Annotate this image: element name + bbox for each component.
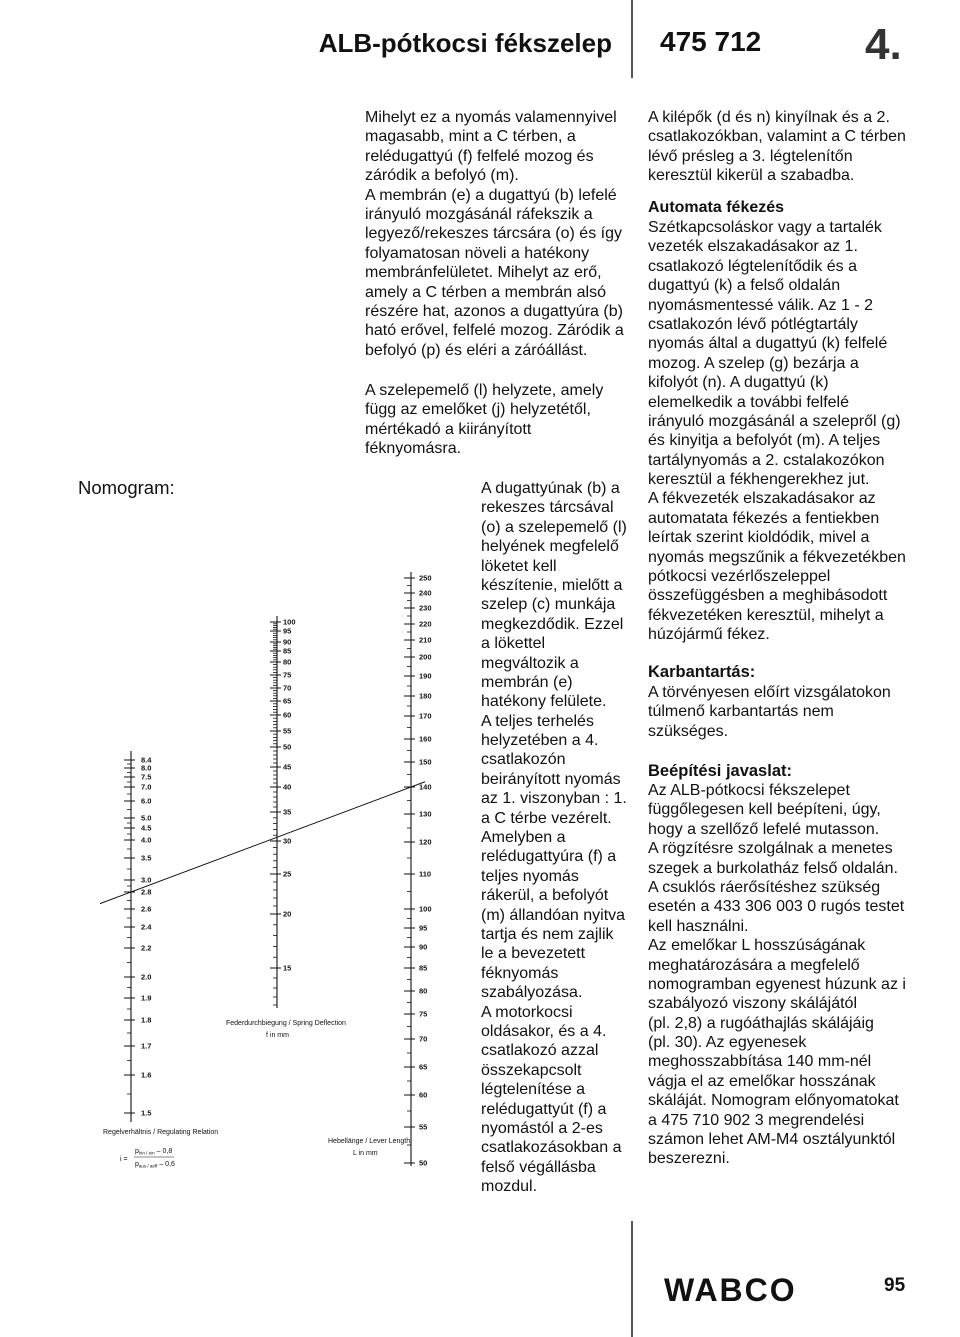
text-line: nyomás által a dugattyú (k) felfelé bbox=[648, 335, 888, 353]
text-line: felső végállásba bbox=[481, 1158, 596, 1176]
text-line: összefüggésben a meghibásodott bbox=[648, 587, 888, 605]
text-line: A dugattyúnak (b) a bbox=[481, 480, 620, 497]
scale-i-tick-label: 1.9 bbox=[141, 993, 152, 1003]
text-line: rekeszes tárcsával bbox=[481, 499, 614, 517]
text-line: csatlakozó azzal bbox=[481, 1042, 599, 1060]
paragraph-valve-lifter bbox=[365, 381, 603, 459]
text-line: részére hat, azonos a dugattyúra (b) bbox=[365, 302, 623, 320]
scale-i-tick-label: 4.0 bbox=[141, 835, 152, 845]
text-line: beirányított nyomás bbox=[481, 770, 621, 788]
paragraph-maintenance bbox=[648, 683, 891, 741]
scale-i-tick-label: 2.4 bbox=[141, 922, 152, 932]
text-line: féknyomásra. bbox=[365, 440, 462, 458]
scale-L-tick-label: 55 bbox=[419, 1122, 428, 1132]
scale-f-tick-label: 65 bbox=[283, 696, 292, 706]
text-line: dugattyú (k) a felső oldalán bbox=[648, 277, 841, 295]
text-line: kell használni. bbox=[648, 917, 749, 935]
text-line: relédugattyú (f) felfelé mozog és bbox=[365, 147, 594, 165]
scale-i-tick-label: 8.0 bbox=[141, 763, 152, 773]
text-line: vezeték elszakadásakor az 1. bbox=[648, 238, 858, 256]
scale-f-tick-label: 60 bbox=[283, 710, 292, 720]
scale-f-tick-label: 30 bbox=[283, 836, 292, 846]
scale-f-tick-label: 40 bbox=[283, 782, 292, 792]
text-line: hogy a szellőző lefelé mutasson. bbox=[648, 820, 880, 838]
scale-L-tick-label: 90 bbox=[419, 942, 428, 952]
text-line: löketet kell bbox=[481, 557, 557, 575]
text-line: (pl. 30). Az egyenesek bbox=[648, 1034, 807, 1052]
text-line: (o) a szelepemelő (l) bbox=[481, 518, 627, 536]
text-line: fékvezetéken keresztül, mihelyt a bbox=[648, 606, 884, 624]
formula-den-var: p bbox=[135, 1161, 139, 1168]
scale-L-tick-label: 130 bbox=[419, 809, 432, 819]
scale-i-tick-label: 5.0 bbox=[141, 813, 152, 823]
text-line: legyező/rekeszes tárcsára (o) és így bbox=[365, 225, 622, 243]
scale-L-tick-label: 100 bbox=[419, 904, 432, 914]
scale-f-title: Federdurchbiegung / Spring Deflection bbox=[226, 1020, 346, 1027]
scale-i-tick-label: 3.0 bbox=[141, 875, 152, 885]
scale-L-tick-label: 120 bbox=[419, 837, 432, 847]
text-line: kifolyót (n). A dugattyú (k) bbox=[648, 374, 829, 392]
text-line: lévő présleg a 3. légtelenítőn bbox=[648, 147, 853, 165]
text-line: esetén a 433 306 003 0 rugós testet bbox=[648, 898, 905, 916]
scale-f-tick-label: 85 bbox=[283, 646, 292, 656]
text-line: légtelenítése a bbox=[481, 1081, 586, 1099]
text-line: hatékony felülete. bbox=[481, 693, 607, 711]
text-line: csatlakozó légtelenítődik és a bbox=[648, 257, 858, 275]
scale-L-tick-label: 80 bbox=[419, 986, 428, 996]
text-line: nyomástól a 2-es bbox=[481, 1119, 603, 1137]
text-line: le a bevezetett bbox=[481, 945, 586, 963]
text-line: vágja el az emelőkar hosszának bbox=[648, 1072, 876, 1090]
text-line: befolyó (p) és eléri a záróállást. bbox=[365, 341, 588, 359]
text-line: Szétkapcsoláskor vagy a tartalék bbox=[648, 219, 882, 236]
text-line: csatlakozásokban a bbox=[481, 1139, 622, 1157]
text-line: magasabb, mint a C térben, a bbox=[365, 128, 576, 146]
scale-i-tick-label: 8.4 bbox=[141, 755, 152, 765]
scale-i-tick-label: 1.6 bbox=[141, 1070, 152, 1080]
scale-i-tick-label: 2.0 bbox=[141, 972, 152, 982]
scale-L-tick-label: 160 bbox=[419, 734, 432, 744]
ratio-formula bbox=[120, 1148, 175, 1169]
scale-L-tick-label: 75 bbox=[419, 1009, 428, 1019]
paragraph-automatic-braking bbox=[648, 218, 906, 645]
text-line: irányuló mozgásánál a szelepről (g) bbox=[648, 412, 901, 430]
text-line: A törvényesen előírt vizsgálatokon bbox=[648, 684, 891, 701]
scale-i-tick-label: 2.2 bbox=[141, 943, 152, 953]
text-line: membrán (e) bbox=[481, 673, 573, 691]
heading-installation: Beépítési javaslat: bbox=[648, 762, 792, 780]
formula-den-const: – 0,6 bbox=[159, 1161, 175, 1168]
header-divider bbox=[631, 0, 633, 78]
paragraph-installation bbox=[648, 781, 906, 1169]
text-line: szabályozó viszony skálájától bbox=[648, 995, 857, 1013]
text-line: A fékvezeték elszakadásakor az bbox=[648, 490, 876, 508]
paragraph-relay-piston bbox=[365, 108, 624, 360]
text-line: függ az emelőket (j) helyzetétől, bbox=[365, 401, 591, 419]
text-line: ható erővel, felfelé mozog. Záródik a bbox=[365, 322, 624, 340]
scale-f-tick-label: 70 bbox=[283, 683, 292, 693]
text-line: keresztül a fékhengerekhez jut. bbox=[648, 471, 870, 489]
scale-L-tick-label: 65 bbox=[419, 1062, 428, 1072]
scale-L-tick-label: 200 bbox=[419, 652, 432, 662]
text-line: nyomás megszűnik a fékvezetékben bbox=[648, 548, 906, 566]
scale-i-tick-label: 1.8 bbox=[141, 1015, 152, 1025]
heading-maintenance: Karbantartás: bbox=[648, 663, 756, 681]
scale-l-unit: L in mm bbox=[353, 1150, 378, 1157]
scale-f-tick-label: 75 bbox=[283, 670, 292, 680]
scale-L-tick-label: 95 bbox=[419, 923, 428, 933]
text-line: és kinyitja a befolyót (m). A teljes bbox=[648, 432, 881, 450]
text-line: függőlegesen kell beépíteni, úgy, bbox=[648, 801, 881, 819]
formula-den-sub: aus / aeff bbox=[138, 1163, 158, 1169]
scale-f-tick-label: 25 bbox=[283, 869, 292, 879]
text-line: megkezdődik. Ezzel bbox=[481, 615, 624, 633]
text-line: A kilépők (d és n) kinyílnak és a 2. bbox=[648, 109, 890, 126]
scale-L-tick-label: 170 bbox=[419, 711, 432, 721]
text-line: A motorkocsi bbox=[481, 1003, 573, 1021]
text-line: mértékadó a kiirányított bbox=[365, 420, 532, 438]
text-line: Az ALB-pótkocsi fékszelepet bbox=[648, 782, 850, 799]
scale-f-tick-label: 55 bbox=[283, 726, 292, 736]
text-line: meghosszabbítása 140 mm-nél bbox=[648, 1053, 872, 1071]
text-line: pótkocsi vezérlőszeleppel bbox=[648, 568, 831, 586]
text-line: mozog. A szelep (g) bezárja a bbox=[648, 354, 859, 372]
scale-f-tick-label: 80 bbox=[283, 657, 292, 667]
text-line: mozdul. bbox=[481, 1178, 538, 1196]
text-line: túlmenő karbantartás nem bbox=[648, 703, 834, 721]
text-line: tartja és nem zajlik bbox=[481, 925, 614, 943]
text-line: (m) állandóan nyitva bbox=[481, 906, 626, 924]
text-line: záródik a befolyó (m). bbox=[365, 167, 519, 185]
wabco-logo: WABCO bbox=[664, 1272, 797, 1308]
formula-num-var: p bbox=[135, 1148, 139, 1155]
paragraph-piston-stroke bbox=[481, 479, 627, 1196]
scale-i-tick-label: 1.7 bbox=[141, 1041, 152, 1051]
text-line: megváltozik a bbox=[481, 654, 579, 672]
scale-L-tick-label: 240 bbox=[419, 588, 432, 598]
text-line: A rögzítésre szolgálnak a menetes bbox=[648, 840, 893, 858]
document-title: ALB-pótkocsi fékszelep bbox=[318, 28, 612, 58]
text-line: folyamatosan növeli a hatékony bbox=[365, 244, 590, 262]
scale-L-tick-label: 230 bbox=[419, 603, 432, 613]
text-line: helyzetében a 4. bbox=[481, 732, 599, 750]
text-line: csatlakozón lévő pótlégtartály bbox=[648, 315, 858, 333]
nomogram-diagram bbox=[0, 540, 470, 1180]
text-line: húzójármű fékez. bbox=[648, 626, 770, 644]
scale-f-unit: f in mm bbox=[266, 1032, 289, 1039]
text-line: relédugattyúra (f) a bbox=[481, 848, 617, 866]
text-line: Amelyben a bbox=[481, 829, 566, 847]
scale-i-tick-label: 7.0 bbox=[141, 782, 152, 792]
part-number: 475 712 bbox=[660, 26, 762, 57]
text-line: a lökettel bbox=[481, 635, 546, 653]
text-line: szelep (c) munkája bbox=[481, 596, 616, 614]
text-line: a 475 710 902 3 megrendelési bbox=[648, 1111, 865, 1129]
text-line: elemelkedik a további felfelé bbox=[648, 393, 850, 411]
text-line: szükséges. bbox=[648, 722, 729, 740]
formula-num-const: – 0,8 bbox=[156, 1148, 173, 1155]
text-line: meghatározására a megfelelő bbox=[648, 956, 860, 974]
scale-f-tick-label: 45 bbox=[283, 762, 292, 772]
text-line: A membrán (e) a dugattyú (b) lefelé bbox=[365, 186, 617, 204]
scale-L-tick-label: 250 bbox=[419, 573, 432, 583]
text-line: szabályozása. bbox=[481, 984, 583, 1002]
scale-i-title: Regelverhältnis / Regulating Relation bbox=[103, 1129, 219, 1136]
scale-f-tick-label: 15 bbox=[283, 963, 292, 973]
text-line: számon lehet AM-M4 osztályunktól bbox=[648, 1131, 896, 1149]
text-line: leírtak szerint kioldódik, mivel a bbox=[648, 529, 870, 547]
text-line: nyomásmentessé válik. Az 1 - 2 bbox=[648, 296, 873, 314]
formula-lhs: i = bbox=[120, 1156, 128, 1163]
scale-i-tick-label: 2.6 bbox=[141, 904, 152, 914]
text-line: oldásakor, és a 4. bbox=[481, 1022, 607, 1040]
scale-L-tick-label: 60 bbox=[419, 1090, 428, 1100]
text-line: (pl. 2,8) a rugóáthajlás skálájáig bbox=[648, 1014, 874, 1032]
nomogram-heading: Nomogram: bbox=[78, 477, 175, 498]
text-line: összekapcsolt bbox=[481, 1061, 582, 1079]
text-line: automatata fékezés a fentiekben bbox=[648, 509, 880, 527]
scale-f-tick-label: 35 bbox=[283, 807, 292, 817]
heading-automatic-braking: Automata fékezés bbox=[648, 199, 785, 216]
text-line: Mihelyt ez a nyomás valamennyivel bbox=[365, 109, 617, 126]
text-line: csatlakozón bbox=[481, 751, 566, 769]
text-line: A teljes terhelés bbox=[481, 712, 594, 730]
scale-L-tick-label: 150 bbox=[419, 757, 432, 767]
page-number: 95 bbox=[884, 1275, 906, 1296]
scale-i-tick-label: 2.8 bbox=[141, 887, 152, 897]
text-line: amely a C térben a membrán alsó bbox=[365, 283, 606, 301]
scale-i-tick-label: 3.5 bbox=[141, 853, 152, 863]
formula-num-sub: hin / ein bbox=[138, 1150, 155, 1156]
text-line: keresztül kikerül a szabadba. bbox=[648, 167, 855, 185]
text-line: skáláját. Nomogram előnyomatokat bbox=[648, 1092, 899, 1110]
scale-L-tick-label: 220 bbox=[419, 619, 432, 629]
paragraph-outlets bbox=[648, 108, 906, 186]
scale-L-tick-label: 210 bbox=[419, 635, 432, 645]
text-line: csatlakozókban, valamint a C térben bbox=[648, 128, 906, 146]
text-line: az 1. viszonyban : 1. bbox=[481, 790, 627, 808]
text-line: membránfelületet. Mihelyt az erő, bbox=[365, 264, 602, 282]
text-line: helyének megfelelő bbox=[481, 538, 619, 556]
text-line: készítenie, mielőtt a bbox=[481, 576, 623, 594]
scale-f-tick-label: 100 bbox=[283, 617, 296, 627]
scale-i-tick-label: 1.5 bbox=[141, 1108, 152, 1118]
text-line: féknyomás bbox=[481, 964, 559, 982]
scale-L-tick-label: 180 bbox=[419, 691, 432, 701]
text-line: teljes nyomás bbox=[481, 867, 579, 885]
scale-L-tick-label: 110 bbox=[419, 869, 432, 879]
scale-i-tick-label: 6.0 bbox=[141, 796, 152, 806]
text-line: irányuló mozgásánál ráfekszik a bbox=[365, 205, 593, 223]
text-line: beszerezni. bbox=[648, 1150, 730, 1168]
text-line: tartálynyomás a 2. cstalakozókon bbox=[648, 451, 885, 469]
scale-f-tick-label: 90 bbox=[283, 637, 292, 647]
scale-L-tick-label: 140 bbox=[419, 782, 432, 792]
formula-numerator bbox=[135, 1148, 172, 1156]
scale-L-tick-label: 85 bbox=[419, 963, 428, 973]
text-line: A csuklós ráerősítéshez szükség bbox=[648, 878, 881, 896]
scale-f-tick-label: 20 bbox=[283, 909, 292, 919]
text-line: rákerül, a befolyót bbox=[481, 887, 609, 905]
scale-L-tick-label: 190 bbox=[419, 671, 432, 681]
scale-L-tick-label: 50 bbox=[419, 1158, 428, 1168]
scale-f-tick-label: 95 bbox=[283, 626, 292, 636]
scale-f-tick-label: 50 bbox=[283, 742, 292, 752]
scale-i-tick-label: 4.5 bbox=[141, 823, 152, 833]
text-line: a C térbe vezérelt. bbox=[481, 809, 612, 827]
text-line: A szelepemelő (l) helyzete, amely bbox=[365, 382, 604, 399]
scale-i-tick-label: 7.5 bbox=[141, 772, 152, 782]
text-line: Az emelőkar L hosszúságának bbox=[648, 937, 866, 955]
formula-denominator bbox=[135, 1161, 175, 1169]
text-line: szegek a burkolatház felső oldalán. bbox=[648, 859, 898, 877]
text-line: nomogramban egyenest húzunk az i bbox=[648, 975, 906, 993]
scale-L-tick-label: 70 bbox=[419, 1034, 428, 1044]
footer-divider bbox=[631, 1221, 633, 1337]
text-line: relédugattyút (f) a bbox=[481, 1100, 607, 1118]
scale-l-title: Hebellänge / Lever Length bbox=[328, 1138, 411, 1145]
section-number: 4. bbox=[865, 20, 902, 69]
